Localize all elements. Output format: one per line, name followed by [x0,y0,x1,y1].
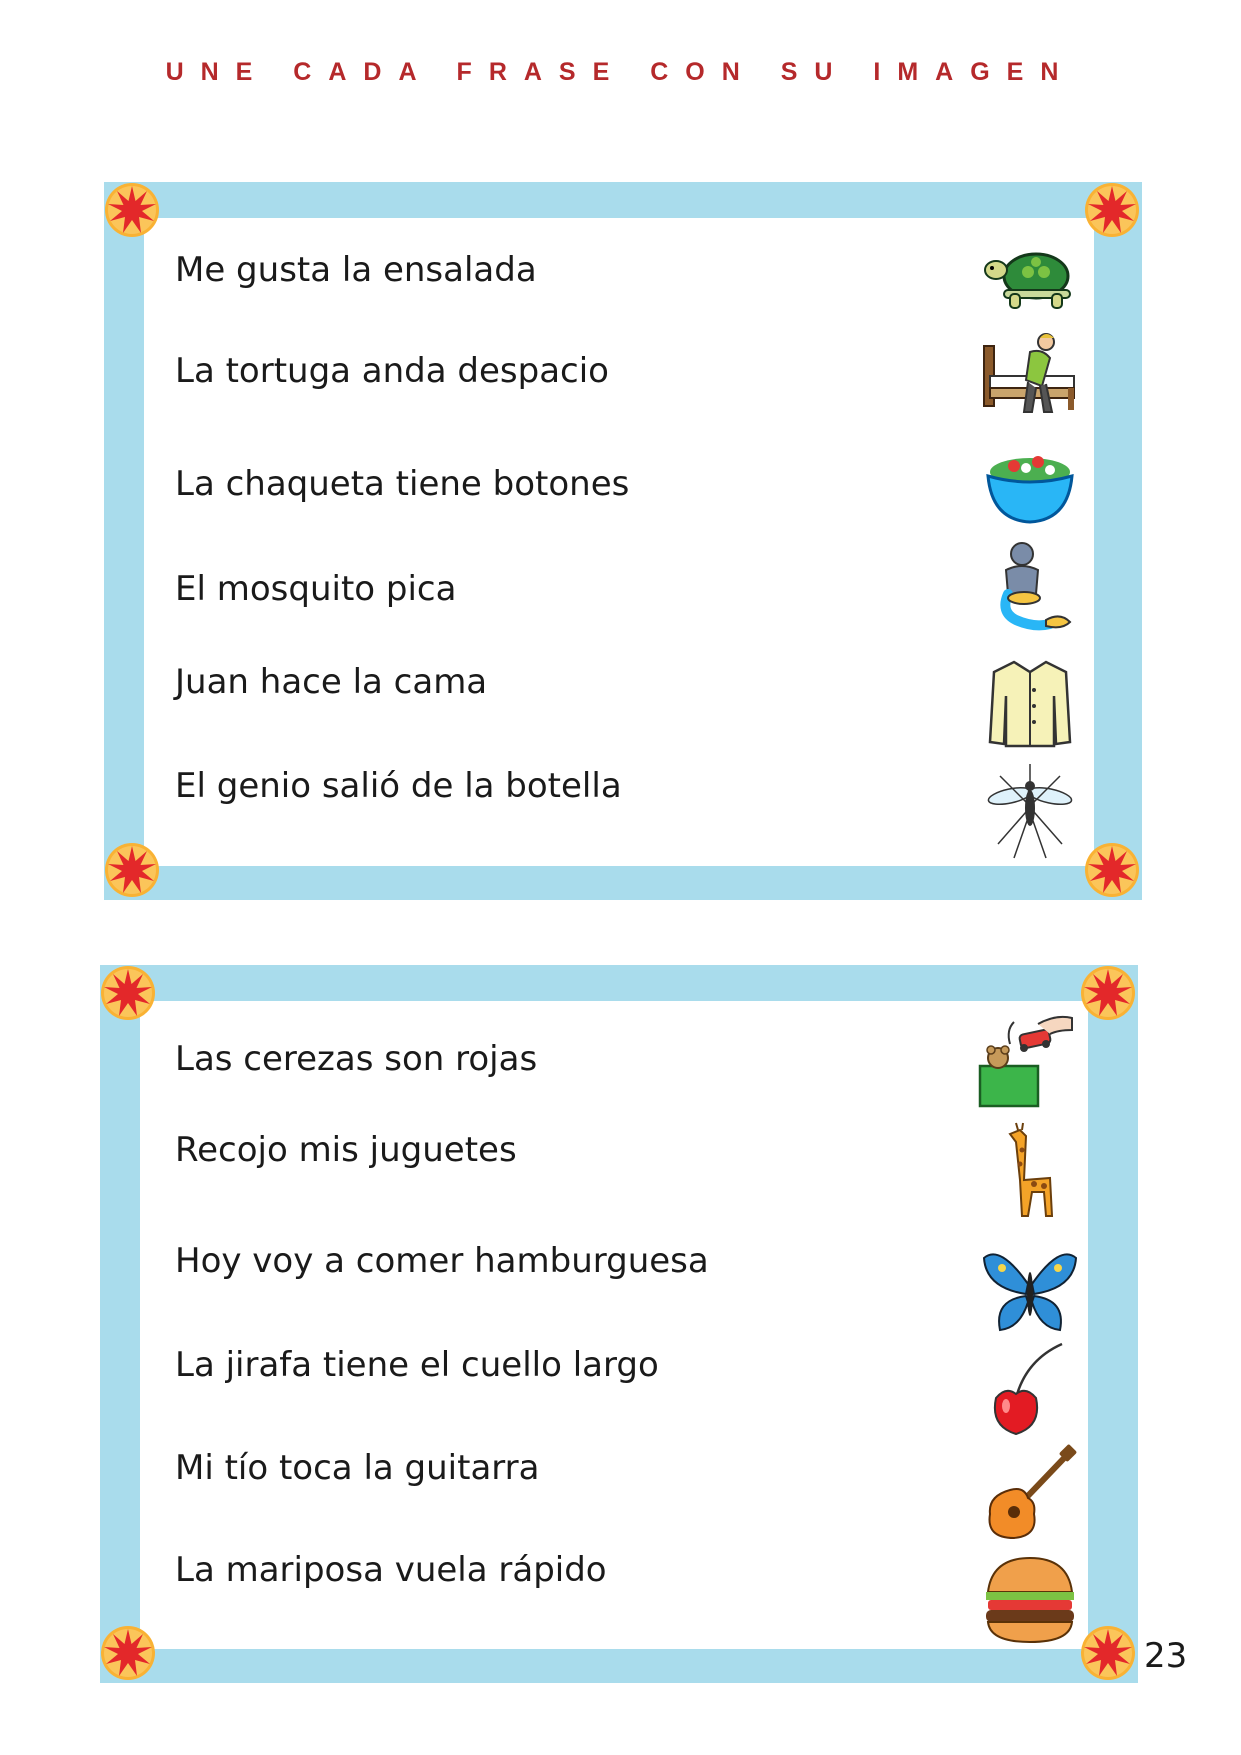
sentence-item: Las cerezas son rojas [175,1039,538,1079]
star-icon [1080,1625,1136,1681]
star-icon [100,1625,156,1681]
sentence-item: Mi tío toca la guitarra [175,1448,540,1488]
jacket-icon [980,656,1080,756]
page-number: 23 [1144,1636,1188,1676]
star-icon [104,842,160,898]
butterfly-icon [980,1244,1080,1344]
sentence-item: Hoy voy a comer hamburguesa [175,1241,709,1281]
turtle-icon [980,228,1080,328]
genie-icon [980,540,1080,640]
mosquito-icon [980,762,1080,862]
salad-icon [980,436,1080,536]
star-icon [1084,182,1140,238]
sentence-item: El genio salió de la botella [175,766,622,806]
sentence-item: La jirafa tiene el cuello largo [175,1345,659,1385]
guitar-icon [980,1444,1080,1544]
sentence-item: La tortuga anda despacio [175,351,609,391]
star-icon [1080,965,1136,1021]
star-icon [100,965,156,1021]
sentence-item: Recojo mis juguetes [175,1130,517,1170]
cherry-icon [976,1340,1076,1440]
sentence-item: Me gusta la ensalada [175,250,537,290]
star-icon [1084,842,1140,898]
giraffe-icon [980,1120,1080,1220]
page-title: UNE CADA FRASE CON SU IMAGEN [165,58,1076,86]
sentence-item: La mariposa vuela rápido [175,1550,607,1590]
star-icon [104,182,160,238]
toy-box-icon [976,1010,1076,1110]
sentence-item: El mosquito pica [175,569,457,609]
hamburger-icon [980,1548,1080,1648]
make-bed-icon [980,328,1080,428]
sentence-item: Juan hace la cama [175,662,488,702]
sentence-item: La chaqueta tiene botones [175,464,630,504]
